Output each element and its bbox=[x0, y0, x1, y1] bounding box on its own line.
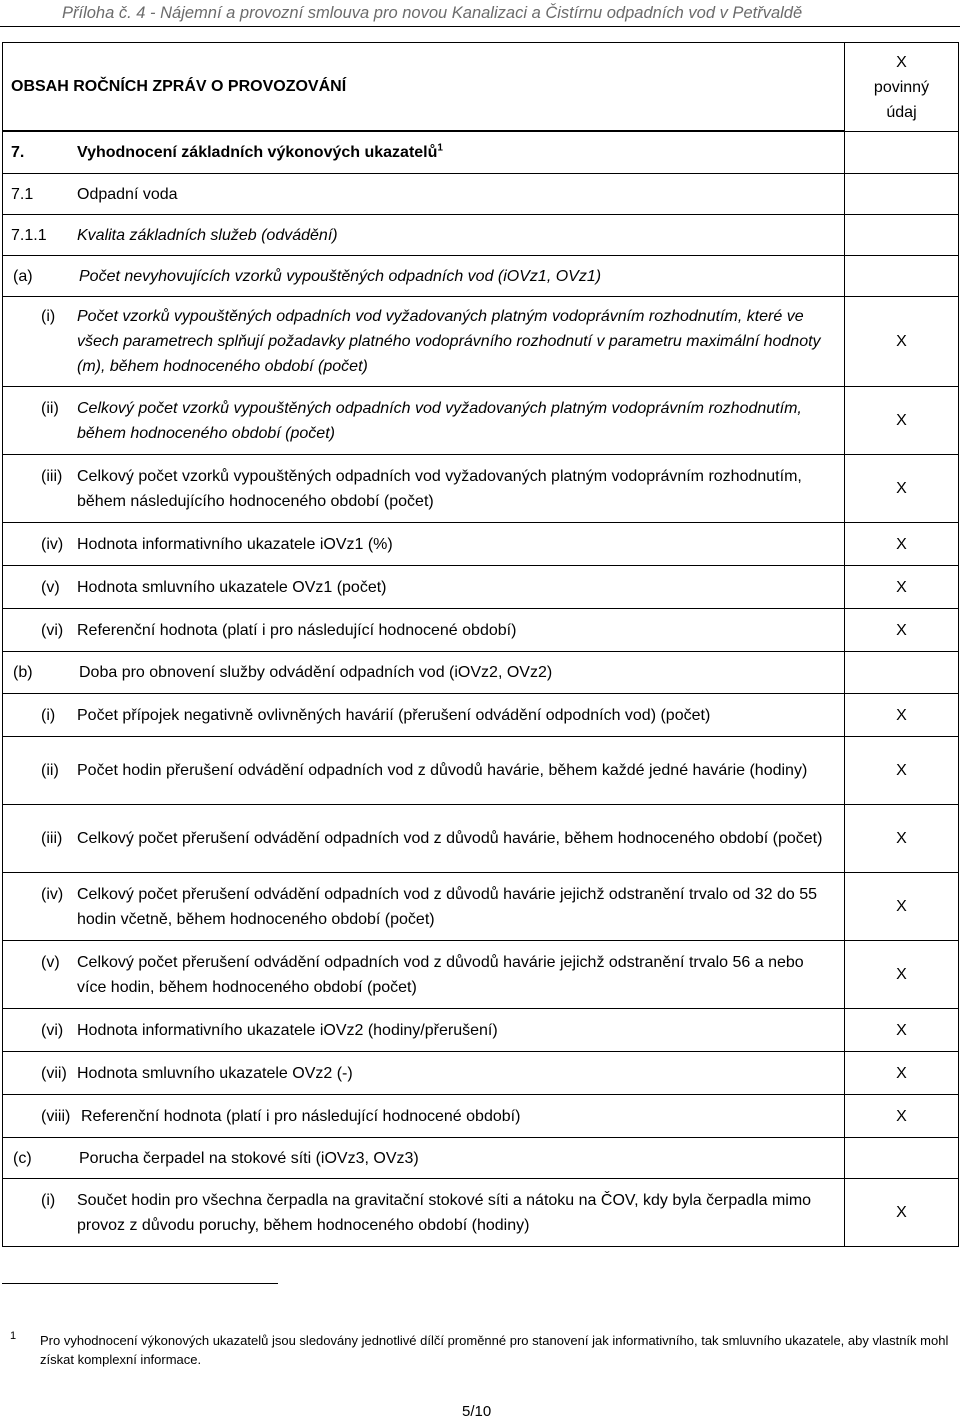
mandatory-mark: X bbox=[845, 1179, 959, 1247]
item-number: (ii) bbox=[41, 762, 59, 779]
mandatory-mark: X bbox=[845, 1009, 959, 1052]
section-7-1-1-title: Kvalita základních služeb (odvádění) bbox=[77, 226, 338, 244]
section-7-1-title: Odpadní voda bbox=[77, 185, 178, 203]
table-row bbox=[3, 1095, 959, 1138]
item-number: (iii) bbox=[41, 467, 63, 485]
header-rule bbox=[0, 26, 960, 27]
page-number: 5/10 bbox=[462, 1403, 492, 1420]
table-row bbox=[3, 737, 959, 805]
item-number: (i) bbox=[41, 308, 56, 325]
item-text: Celkový počet přerušení odvádění odpadních vod z důvodů havárie jejichž odstranění trvalo 56 a nebo více hodin, během hodnoceného období (počet) bbox=[77, 953, 804, 996]
table-title: OBSAH ROČNÍCH ZPRÁV O PROVOZOVÁNÍ bbox=[3, 43, 845, 131]
table-row bbox=[3, 1179, 959, 1247]
footnote-number: 1 bbox=[10, 1330, 17, 1342]
table-row bbox=[3, 694, 959, 737]
section-7-row bbox=[3, 132, 959, 174]
footnote-separator bbox=[2, 1283, 278, 1284]
title-row bbox=[3, 43, 959, 131]
mandatory-mark: X bbox=[845, 941, 959, 1009]
mandatory-mark: X bbox=[845, 387, 959, 455]
item-text: Počet přípojek negativně ovlivněných havárií (přerušení odvádění odpodních vod) (počet) bbox=[77, 706, 711, 724]
section-7-1-number: 7.1 bbox=[11, 185, 34, 203]
mandatory-mark: X bbox=[845, 297, 959, 387]
table-row bbox=[3, 566, 959, 609]
group-b-title: Doba pro obnovení služby odvádění odpadních vod (iOVz2, OVz2) bbox=[79, 664, 553, 681]
section-7-title: Vyhodnocení základních výkonových ukazatelů bbox=[77, 144, 438, 161]
mandatory-label-line2: údaj bbox=[886, 103, 917, 121]
section-7-number: 7. bbox=[11, 144, 25, 161]
group-b-row bbox=[3, 652, 959, 694]
item-text: Hodnota informativního ukazatele iOVz1 (%) bbox=[77, 535, 393, 553]
mandatory-mark: X bbox=[845, 455, 959, 523]
section-7-1-1-row bbox=[3, 215, 959, 256]
table-row bbox=[3, 523, 959, 566]
item-number: (iv) bbox=[41, 885, 64, 903]
item-text: Referenční hodnota (platí i pro následující hodnocené období) bbox=[81, 1107, 521, 1125]
mandatory-mark: X bbox=[845, 805, 959, 873]
item-text: Hodnota smluvního ukazatele OVz2 (-) bbox=[77, 1064, 353, 1082]
mandatory-mark: X bbox=[845, 566, 959, 609]
table-row bbox=[3, 941, 959, 1009]
mandatory-mark: X bbox=[845, 523, 959, 566]
mandatory-mark: X bbox=[845, 609, 959, 652]
item-number: (vi) bbox=[41, 1021, 64, 1039]
mandatory-x: X bbox=[896, 53, 907, 71]
mandatory-header bbox=[845, 43, 959, 132]
mandatory-mark: X bbox=[845, 1095, 959, 1138]
section-7-1-row bbox=[3, 174, 959, 215]
table-row bbox=[3, 387, 959, 455]
group-a-label: (a) bbox=[13, 267, 33, 285]
item-text: Součet hodin pro všechna čerpadla na gravitační stokové síti a nátoku na ČOV, kdy byla čerpadla mimo provoz z důvodu poruchy, během hodnoceného období (hodiny) bbox=[77, 1191, 812, 1234]
item-text: Celkový počet vzorků vypouštěných odpadních vod vyžadovaných platným vodoprávním rozhodnutím, během následujícího hodnoceného období (počet) bbox=[77, 467, 802, 510]
item-text: Počet hodin přerušení odvádění odpadních vod z důvodů havárie, během každé jedné havárie (hodiny) bbox=[77, 762, 808, 779]
item-number: (vii) bbox=[41, 1064, 67, 1082]
mandatory-mark: X bbox=[845, 737, 959, 805]
footnote-text: Pro vyhodnocení výkonových ukazatelů jsou sledovány jednotlivé dílčí proměnné pro stanovení jak informativního, tak smluvního ukazatele, aby vlastník mohl získat komplexní informace. bbox=[40, 1333, 949, 1367]
footnote-ref: 1 bbox=[437, 142, 443, 154]
header-text: Příloha č. 4 - Nájemní a provozní smlouva pro novou Kanalizaci a Čistírnu odpadních vod v Petřvaldě bbox=[62, 4, 803, 22]
item-text: Počet vzorků vypouštěných odpadních vod vyžadovaných platným vodoprávním rozhodnutím, které ve všech parametrech splňují požadavky platného vodoprávního rozhodnutí v parametru maximální hodnoty (m), během hodnoceného období (počet) bbox=[77, 308, 821, 375]
mandatory-mark: X bbox=[845, 873, 959, 941]
item-text: Celkový počet přerušení odvádění odpadních vod z důvodů havárie, během hodnoceného období (počet) bbox=[77, 830, 823, 847]
group-c-label: (c) bbox=[13, 1149, 32, 1167]
group-c-title: Porucha čerpadel na stokové síti (iOVz3, OVz3) bbox=[79, 1149, 419, 1167]
item-text: Celkový počet vzorků vypouštěných odpadních vod vyžadovaných platným vodoprávním rozhodnutím, během hodnoceného období (počet) bbox=[77, 399, 802, 442]
group-b-label: (b) bbox=[13, 664, 33, 681]
table-row bbox=[3, 455, 959, 523]
report-table bbox=[2, 42, 959, 1247]
item-number: (iv) bbox=[41, 535, 64, 553]
table-row bbox=[3, 1009, 959, 1052]
mandatory-label-line1: povinný bbox=[873, 78, 930, 96]
item-text: Hodnota smluvního ukazatele OVz1 (počet) bbox=[77, 578, 387, 596]
item-number: (v) bbox=[41, 953, 60, 971]
page-header bbox=[0, 0, 960, 26]
table-row bbox=[3, 609, 959, 652]
item-number: (viii) bbox=[41, 1107, 71, 1125]
item-text: Hodnota informativního ukazatele iOVz2 (hodiny/přerušení) bbox=[77, 1021, 498, 1039]
mandatory-mark: X bbox=[845, 1052, 959, 1095]
item-text: Celkový počet přerušení odvádění odpadních vod z důvodů havárie jejichž odstranění trvalo od 32 do 55 hodin včetně, během hodnoceného období (počet) bbox=[77, 885, 818, 928]
table-row bbox=[3, 297, 959, 387]
group-a-row bbox=[3, 256, 959, 297]
item-number: (vi) bbox=[41, 621, 64, 639]
table-row bbox=[3, 1052, 959, 1095]
item-number: (i) bbox=[41, 1191, 56, 1209]
item-number: (ii) bbox=[41, 399, 59, 417]
item-number: (i) bbox=[41, 706, 56, 724]
section-7-1-1-number: 7.1.1 bbox=[11, 226, 47, 244]
group-a-title: Počet nevyhovujících vzorků vypouštěných odpadních vod (iOVz1, OVz1) bbox=[79, 267, 602, 285]
table-row bbox=[3, 873, 959, 941]
table-row bbox=[3, 805, 959, 873]
item-text: Referenční hodnota (platí i pro následující hodnocené období) bbox=[77, 621, 517, 639]
group-c-row bbox=[3, 1138, 959, 1179]
mandatory-mark: X bbox=[845, 694, 959, 737]
item-number: (v) bbox=[41, 578, 60, 596]
item-number: (iii) bbox=[41, 830, 63, 847]
